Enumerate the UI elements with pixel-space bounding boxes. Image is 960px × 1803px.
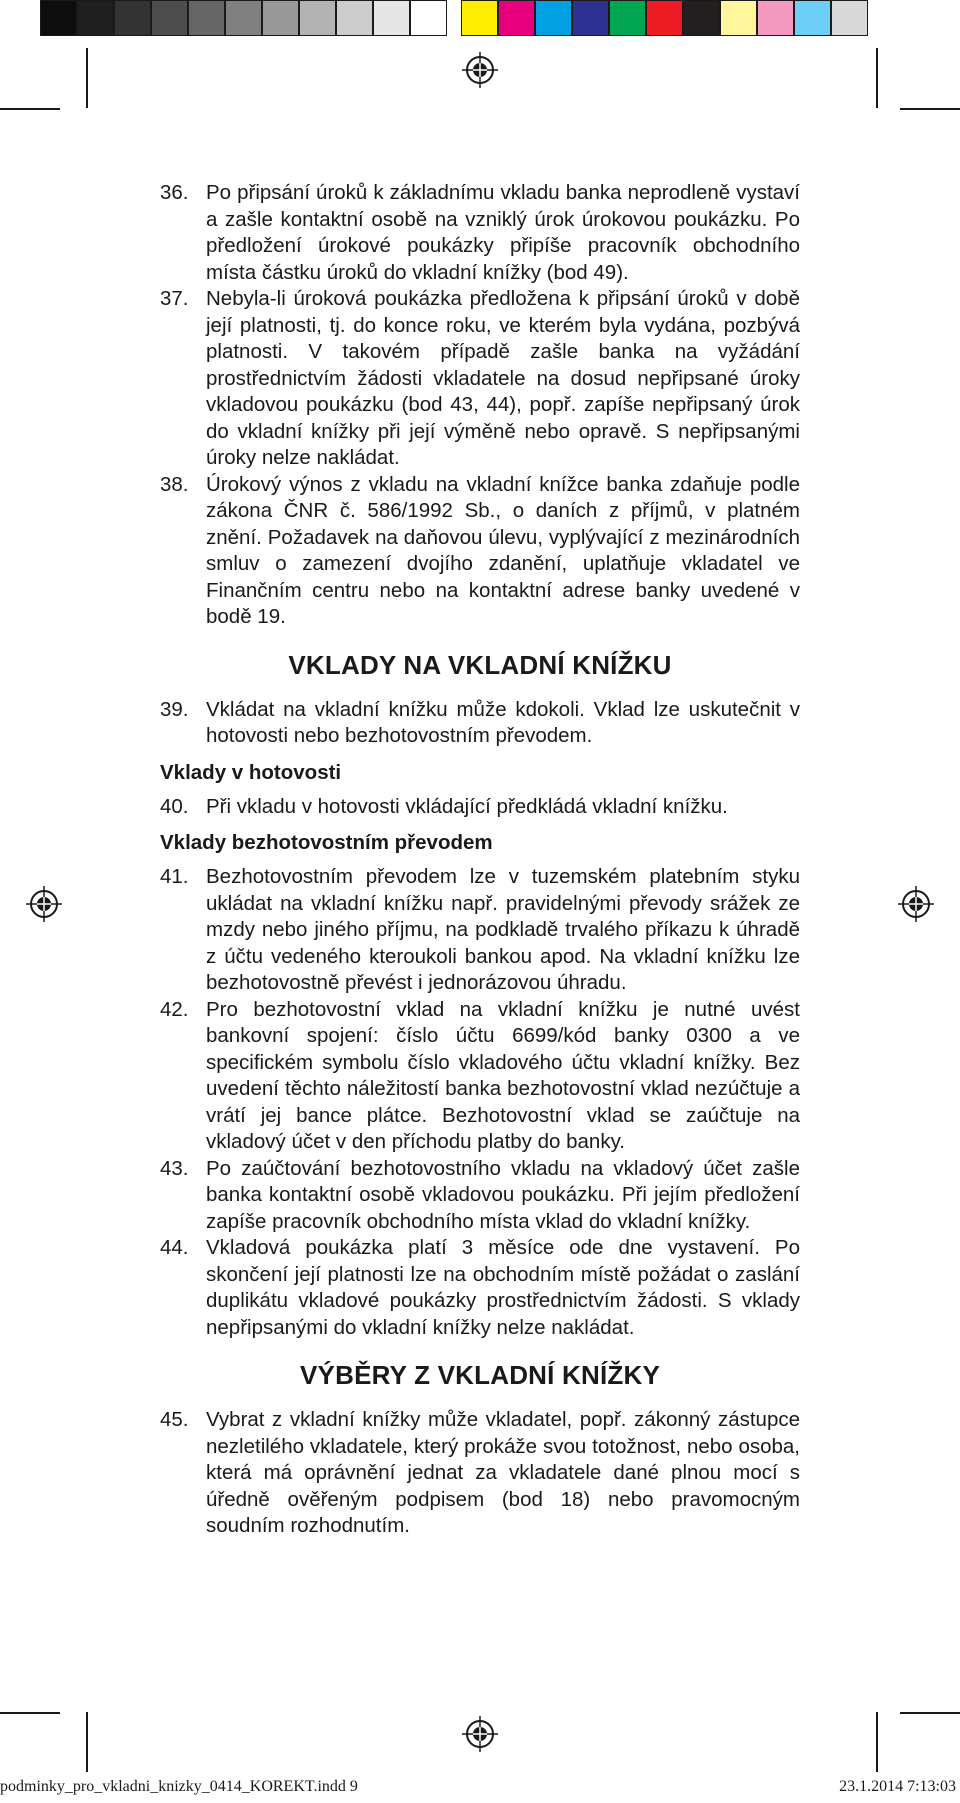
item-text: Při vkladu v hotovosti vkládající předkládá vkladní knížku. bbox=[206, 794, 728, 818]
item-text: Po připsání úroků k základnímu vkladu banka neprodleně vystaví a zašle kontaktní osobě na vzniklý úrok úrokovou poukázku. Po předložení úrokové poukázky připíše pracovník obchodního místa částku úroků do vkladní knížky (bod 49). bbox=[206, 181, 800, 284]
gray-swatch bbox=[373, 0, 410, 36]
footer-filename: podminky_pro_vkladni_knizky_0414_KOREKT.indd 9 bbox=[0, 1778, 358, 1795]
gray-swatch bbox=[336, 0, 373, 36]
item-text: Úrokový výnos z vkladu na vkladní knížce banka zdaňuje podle zákona ČNR č. 586/1992 Sb., o daních z příjmů, v platném znění. Požadavek na daňovou úlevu, vyplývající z mezinárodních smluv o zamezení dvojího zdanění, uplatňuje vkladatel ve Finančním centru nebo na kontaktní adrese banky uvedené v bodě 19. bbox=[206, 472, 800, 628]
item-number: 45. bbox=[160, 1408, 189, 1431]
registration-mark-icon bbox=[462, 1716, 498, 1752]
red-swatch bbox=[646, 0, 683, 36]
gray-swatch bbox=[410, 0, 447, 36]
crop-mark bbox=[876, 48, 878, 108]
list-item bbox=[160, 286, 800, 472]
gray-swatch bbox=[114, 0, 151, 36]
item-text: Vybrat z vkladní knížky může vkladatel, popř. zákonný zástupce nezletilého vkladatele, který prokáže svou totožnost, nebo osoba, která má oprávnění jednat za vkladatele dané plnou mocí s úředně ověřeným podpisem (bod 18) nebo pravomocným soudním rozhodnutím. bbox=[206, 1408, 800, 1537]
item-number: 38. bbox=[160, 472, 189, 496]
green-swatch bbox=[609, 0, 646, 36]
crop-mark bbox=[900, 1712, 960, 1714]
list-item bbox=[160, 472, 800, 631]
item-number: 39. bbox=[160, 697, 189, 721]
gray-swatch bbox=[262, 0, 299, 36]
crop-mark bbox=[900, 108, 960, 110]
gray-swatch bbox=[188, 0, 225, 36]
black-swatch bbox=[683, 0, 720, 36]
magenta-swatch bbox=[498, 0, 535, 36]
item-text: Vkladová poukázka platí 3 měsíce ode dne vystavení. Po skončení její platnosti lze na obchodním místě požádat o zaslání duplikátu vkladové poukázky prostřednictvím žádosti. S vklady nepřipsanými do vkladní knížky nelze nakládat. bbox=[206, 1236, 800, 1339]
item-text: Po zaúčtování bezhotovostního vkladu na vkladový účet zašle banka kontaktní osobě vkladovou poukázku. Při jejím předložení zapíše pracovník obchodního místa vklad do vkladní knížky. bbox=[206, 1156, 800, 1233]
item-text: Vkládat na vkladní knížku může kdokoli. Vklad lze uskutečnit v hotovosti nebo bezhotovostním převodem. bbox=[206, 697, 800, 747]
blue-swatch bbox=[572, 0, 609, 36]
item-text: Bezhotovostním převodem lze v tuzemském platebním styku ukládat na vkladní knížku např. pravidelnými převody srážek ze mzdy nebo jiného příjmu, na podkladě trvalého příkazu k úhradě z účtu vedeného kteroukoli bankou apod. Na vkladní knížku lze bezhotovostně převést i jednorázovou úhradu. bbox=[206, 865, 800, 994]
item-number: 36. bbox=[160, 181, 189, 204]
gray-swatch bbox=[225, 0, 262, 36]
color-calibration-bar bbox=[40, 0, 868, 42]
list-item bbox=[160, 997, 800, 1156]
crop-mark bbox=[86, 48, 88, 108]
document-body bbox=[160, 180, 800, 1540]
list-item bbox=[160, 1407, 800, 1540]
cyan-swatch bbox=[535, 0, 572, 36]
item-number: 41. bbox=[160, 865, 189, 888]
list-item bbox=[160, 1156, 800, 1236]
crop-mark bbox=[0, 1712, 60, 1714]
registration-mark-icon bbox=[898, 886, 934, 922]
list-item bbox=[160, 1235, 800, 1341]
subsection-heading: Vklady v hotovosti bbox=[160, 760, 342, 784]
list-item bbox=[160, 180, 800, 286]
subsection-heading: Vklady bezhotovostním převodem bbox=[160, 831, 493, 854]
gray-swatch bbox=[151, 0, 188, 36]
footer-timestamp: 23.1.2014 7:13:03 bbox=[839, 1778, 956, 1795]
list-item bbox=[160, 794, 800, 821]
gray-swatch bbox=[40, 0, 77, 36]
gray-swatch bbox=[299, 0, 336, 36]
gray-swatch bbox=[77, 0, 114, 36]
pink-swatch bbox=[757, 0, 794, 36]
section-heading: VÝBĚRY Z VKLADNÍ KNÍŽKY bbox=[300, 1360, 660, 1390]
crop-mark bbox=[0, 108, 60, 110]
section-heading: VKLADY NA VKLADNÍ KNÍŽKU bbox=[288, 649, 672, 680]
light-yellow-swatch bbox=[720, 0, 757, 36]
light-gray-swatch bbox=[831, 0, 868, 36]
light-cyan-swatch bbox=[794, 0, 831, 36]
item-number: 44. bbox=[160, 1236, 189, 1259]
registration-mark-icon bbox=[462, 52, 498, 88]
crop-mark bbox=[876, 1712, 878, 1772]
item-number: 37. bbox=[160, 287, 189, 310]
item-number: 40. bbox=[160, 794, 189, 818]
item-number: 43. bbox=[160, 1156, 189, 1180]
list-item bbox=[160, 864, 800, 997]
item-text: Pro bezhotovostní vklad na vkladní knížku je nutné uvést bankovní spojení: číslo účtu 6699/kód banky 0300 a ve specifickém symbolu číslo vkladového účtu vkladní knížky. Bez uvedení těchto náležitostí banka bezhotovostní vklad nezúčtuje a vrátí jej bance plátce. Bezhotovostní vklad se zaúčtuje na vkladový účet v den příchodu platby do banky. bbox=[206, 997, 800, 1153]
list-item bbox=[160, 697, 800, 750]
crop-mark bbox=[86, 1712, 88, 1772]
item-number: 42. bbox=[160, 997, 189, 1021]
registration-mark-icon bbox=[26, 886, 62, 922]
yellow-swatch bbox=[461, 0, 498, 36]
item-text: Nebyla-li úroková poukázka předložena k připsání úroků v době její platnosti, tj. do konce roku, ve kterém byla vydána, pozbývá platnosti. V takovém případě zašle banka na vyžádání prostřednictvím žádosti vkladatele na dosud nepřipsané úroky vkladovou poukázku (bod 43, 44), popř. zapíše nepřipsaný úrok do vkladní knížky při její výměně nebo opravě. S nepřipsanými úroky nelze nakládat. bbox=[206, 287, 800, 469]
